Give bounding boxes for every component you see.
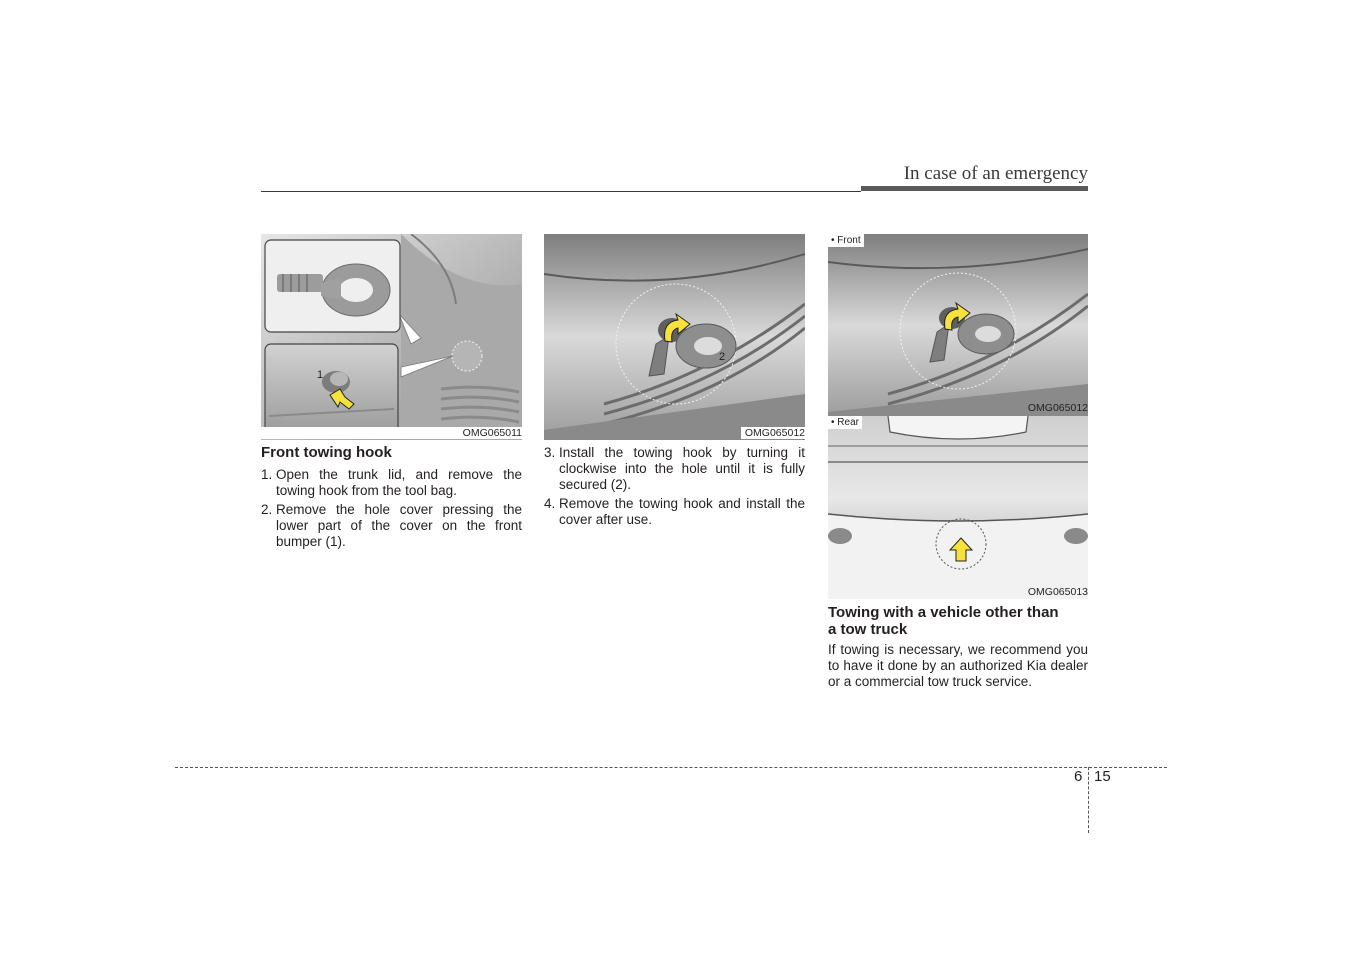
step-text: Remove the hole cover pressing the lower part of the cover on the front bumper (1). xyxy=(276,502,522,549)
steps-list-2 xyxy=(544,445,805,531)
step-number: 1. xyxy=(261,467,273,482)
figure-code-text: OMG065012 xyxy=(741,427,805,439)
front-view-tag: • Front xyxy=(828,234,864,247)
header-rule-accent xyxy=(861,186,1088,191)
figure-front-hook-location xyxy=(828,234,1088,417)
page-number: 15 xyxy=(1094,768,1111,785)
callout-number: 2 xyxy=(719,351,726,363)
heading-front-towing-hook: Front towing hook xyxy=(261,444,392,461)
figure-code-text: OMG065013 xyxy=(1027,586,1088,598)
steps-list-1 xyxy=(261,467,522,553)
step-text: Remove the towing hook and install the cover after use. xyxy=(559,496,805,527)
section-title: In case of an emergency xyxy=(903,163,1088,184)
chapter-number: 6 xyxy=(1074,768,1083,785)
step-text: Install the towing hook by turning it clockwise into the hole until it is fully secured (2). xyxy=(559,445,805,492)
heading-line-1: Towing with a vehicle other than xyxy=(828,604,1059,621)
footer-rule xyxy=(175,767,1167,768)
step-number: 2. xyxy=(261,502,273,517)
header-rule xyxy=(261,191,861,192)
figure-front-hook-removal xyxy=(261,234,522,440)
figure-code xyxy=(261,427,522,439)
list-item xyxy=(544,445,805,493)
heading-line-2: a tow truck xyxy=(828,621,908,638)
step-text: Open the trunk lid, and remove the towing hook from the tool bag. xyxy=(276,467,522,498)
rear-view-tag: • Rear xyxy=(828,416,862,429)
figure-code xyxy=(828,586,1088,598)
figure-hook-install xyxy=(544,234,805,440)
step-number: 4. xyxy=(544,496,556,511)
step-number: 3. xyxy=(544,445,556,460)
footer-divider xyxy=(1088,767,1089,833)
heading-towing-other-vehicle xyxy=(828,604,1090,638)
figure-code-text: OMG065012 xyxy=(1027,402,1088,414)
list-item xyxy=(261,502,522,550)
figure-code-text: OMG065011 xyxy=(459,427,522,439)
towing-recommendation-text: If towing is necessary, we recommend you to have it done by an authorized Kia dealer or a commercial tow truck service. xyxy=(828,642,1088,689)
figure-code xyxy=(544,427,805,439)
figure-code xyxy=(828,402,1088,414)
figure-rear-hook-location xyxy=(828,416,1088,599)
list-item xyxy=(261,467,522,499)
callout-number: 1 xyxy=(317,369,324,381)
list-item xyxy=(544,496,805,528)
